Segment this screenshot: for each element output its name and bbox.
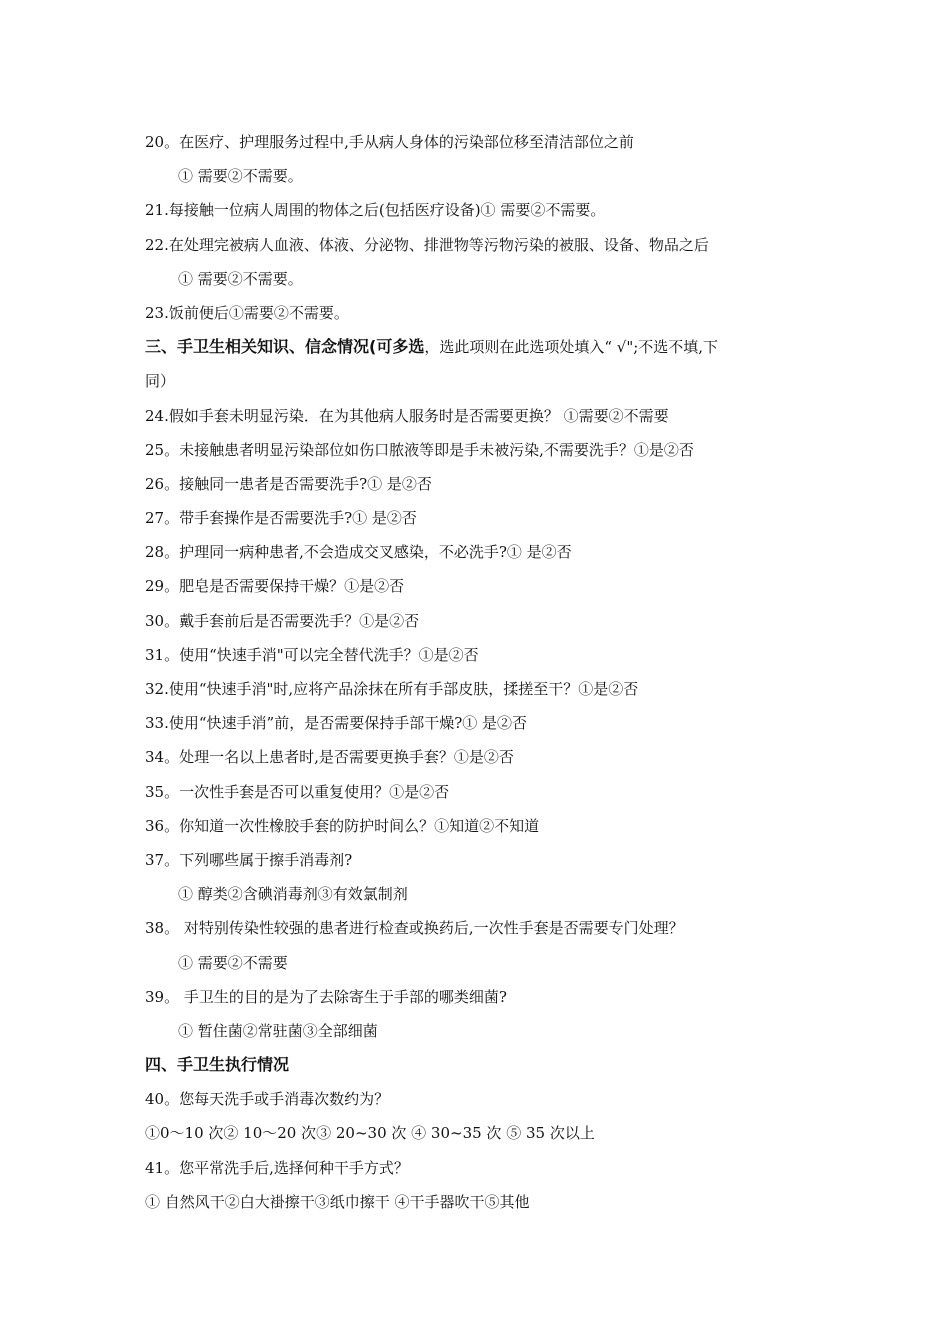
question-27: 27。带手套操作是否需要洗手?① 是②否 <box>145 509 417 528</box>
section-three-instruction-cont: 同） <box>145 372 176 391</box>
question-31: 31。使用“快速手消"可以完全替代洗手？①是②否 <box>145 645 479 664</box>
question-34: 34。处理一名以上患者时,是否需要更换手套？①是②否 <box>145 748 514 767</box>
question-38: 38。 对特别传染性较强的患者进行检查或换药后,一次性手套是否需要专门处理？ <box>145 919 684 938</box>
options-39: ① 暂住菌②常驻菌③全部细菌 <box>178 1021 378 1040</box>
question-35: 35。一次性手套是否可以重复使用？①是②否 <box>145 782 450 801</box>
options-41: ① 自然风干②白大褂擦干③纸巾擦干 ④干手器吹干⑤其他 <box>145 1192 530 1211</box>
question-41: 41。您平常洗手后,选择何种干手方式？ <box>145 1158 409 1177</box>
question-20: 20。在医疗、护理服务过程中,手从病人身体的污染部位移至清洁部位之前 <box>145 133 634 151</box>
section-three-instruction: ，选此项则在此选项处填入“ √";不选不填,下 <box>424 338 719 357</box>
section-three-heading <box>145 330 815 364</box>
question-28: 28。护理同一病种患者,不会造成交叉感染，不必洗手?① 是②否 <box>145 543 572 562</box>
options-40: ①0～10 次② 10～20 次③ 20~30 次 ④ 30~35 次 ⑤ 35 次以上 <box>145 1124 595 1143</box>
document-page <box>145 125 815 1219</box>
question-21: 21.每接触一位病人周围的物体之后(包括医疗设备)① 需要②不需要。 <box>145 201 606 220</box>
question-25: 25。未接触患者明显污染部位如伤口脓液等即是手未被污染,不需要洗手？①是②否 <box>145 440 694 459</box>
options-20: ① 需要②不需要。 <box>178 167 303 186</box>
section-three-title: 三、手卫生相关知识、信念情况(可多选 <box>145 337 425 357</box>
question-29: 29。肥皂是否需要保持干燥？①是②否 <box>145 577 405 596</box>
section-four-heading: 四、手卫生执行情况 <box>145 1055 290 1075</box>
question-23: 23.饭前便后①需要②不需要。 <box>145 303 349 322</box>
options-38: ① 需要②不需要 <box>178 953 288 972</box>
question-22: 22.在处理完被病人血液、体液、分泌物、排泄物等污物污染的被服、设备、物品之后 <box>145 235 709 254</box>
question-24: 24.假如手套未明显污染．在为其他病人服务时是否需要更换？ ①需要②不需要 <box>145 406 669 425</box>
question-39: 39。 手卫生的目的是为了去除寄生于手部的哪类细菌? <box>145 987 507 1006</box>
question-37: 37。下列哪些属于擦手消毒剂? <box>145 850 353 869</box>
question-36: 36。你知道一次性橡胶手套的防护时间么？①知道②不知道 <box>145 816 540 835</box>
question-33: 33.使用“快速手消”前，是否需要保持手部干燥?① 是②否 <box>145 714 528 733</box>
options-37: ① 醇类②含碘消毒剂③有效氯制剂 <box>178 885 408 904</box>
question-40: 40。您每天洗手或手消毒次数约为？ <box>145 1090 390 1109</box>
question-30: 30。戴手套前后是否需要洗手？①是②否 <box>145 611 420 630</box>
question-32: 32.使用“快速手消"时,应将产品涂抹在所有手部皮肤，揉搓至干？①是②否 <box>145 680 639 698</box>
question-26: 26。接触同一患者是否需要洗手?① 是②否 <box>145 474 432 493</box>
options-22: ① 需要②不需要。 <box>178 269 303 288</box>
